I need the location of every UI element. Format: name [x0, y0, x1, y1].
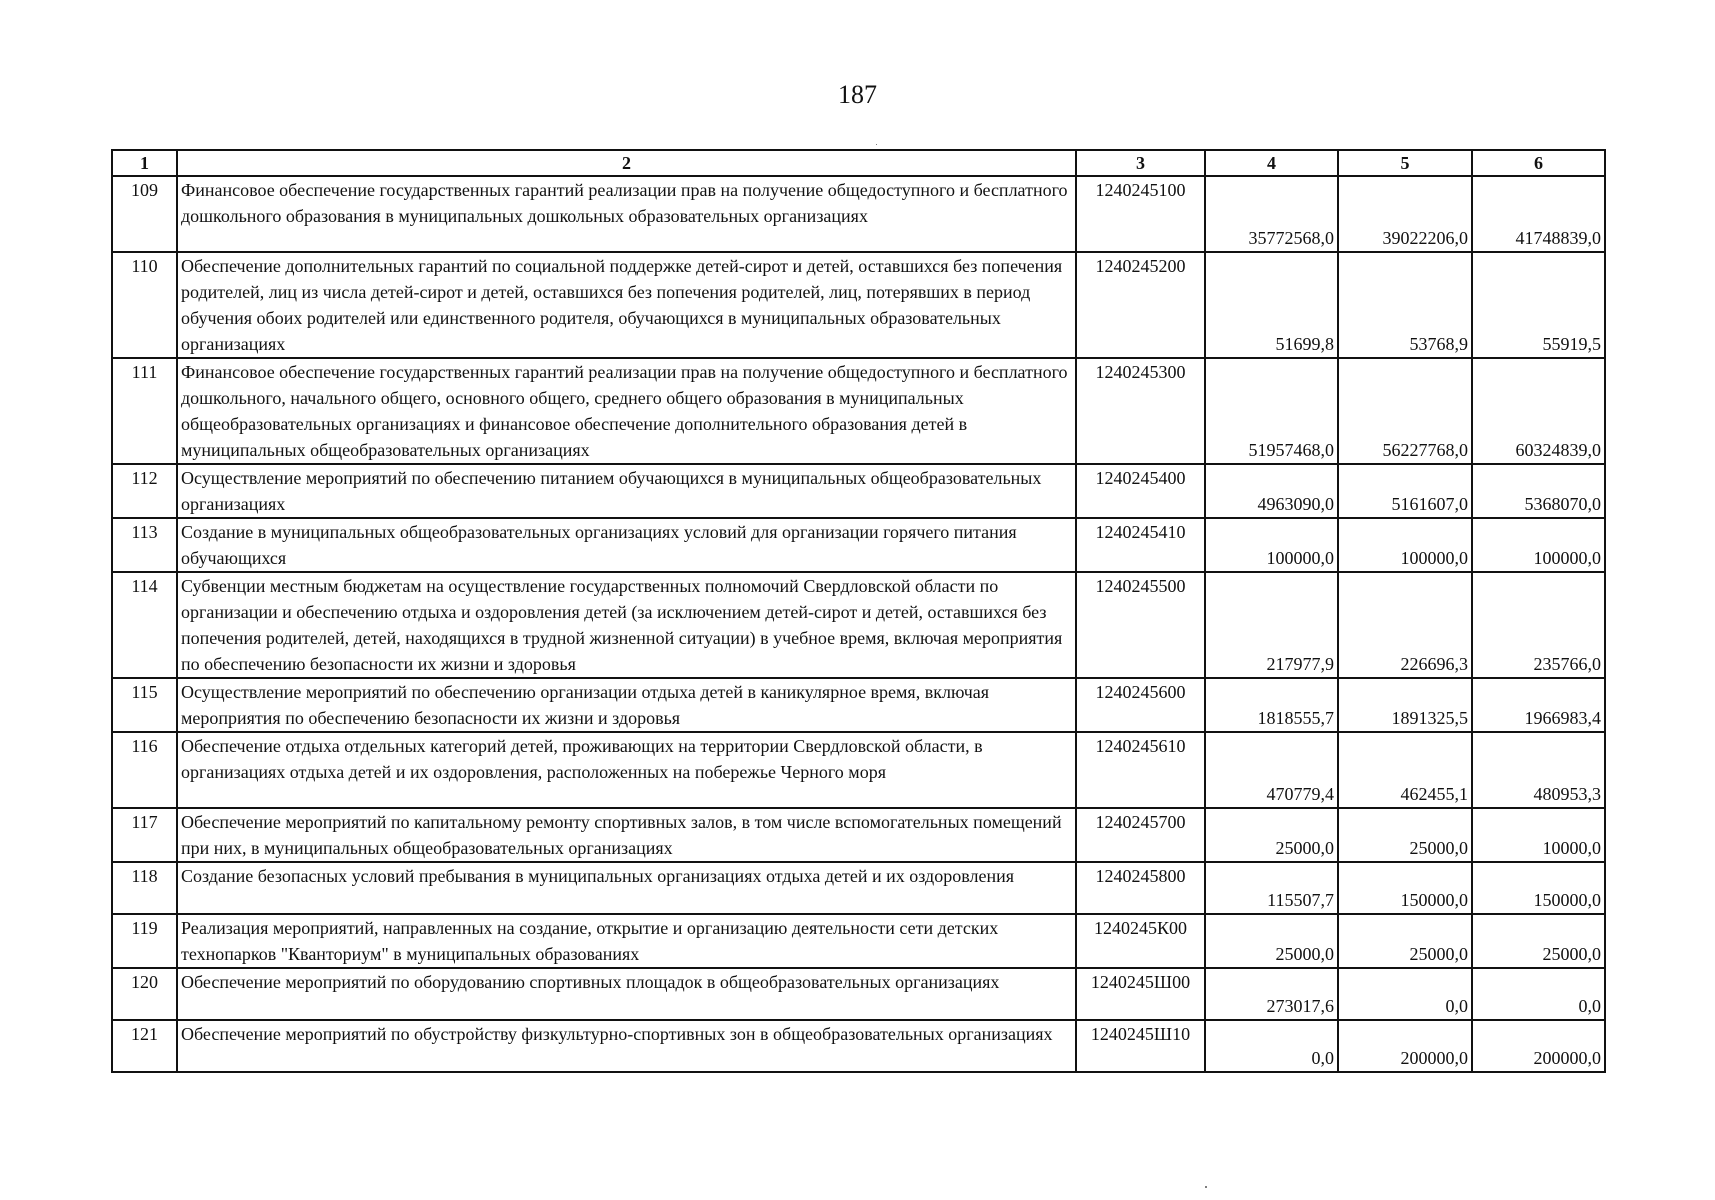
table-row — [112, 1020, 1605, 1072]
row-code-cell: 1240245700 — [1076, 808, 1205, 862]
row-value-col5: 150000,0 — [1338, 862, 1472, 914]
row-value-col5: 39022206,0 — [1338, 176, 1472, 252]
row-value-col4: 25000,0 — [1205, 914, 1338, 968]
row-value-col5: 462455,1 — [1338, 732, 1472, 808]
row-value-col6: 41748839,0 — [1472, 176, 1605, 252]
row-value-col4: 273017,6 — [1205, 968, 1338, 1020]
row-value-col6: 55919,5 — [1472, 252, 1605, 358]
row-value-col4: 100000,0 — [1205, 518, 1338, 572]
row-code-cell: 1240245Ш00 — [1076, 968, 1205, 1020]
table-row — [112, 678, 1605, 732]
row-name-cell: Финансовое обеспечение государственных гарантий реализации прав на получение общедоступного и бесплатного дошкольного образования в муниципальных дошкольных образовательных организациях — [177, 176, 1076, 252]
row-value-col6: 200000,0 — [1472, 1020, 1605, 1072]
row-number-cell: 121 — [112, 1020, 177, 1072]
header-col-2: 2 — [177, 150, 1076, 176]
table-row — [112, 464, 1605, 518]
row-value-col5: 226696,3 — [1338, 572, 1472, 678]
row-value-col5: 0,0 — [1338, 968, 1472, 1020]
row-value-col5: 200000,0 — [1338, 1020, 1472, 1072]
row-value-col4: 0,0 — [1205, 1020, 1338, 1072]
row-number-cell: 118 — [112, 862, 177, 914]
row-value-col5: 53768,9 — [1338, 252, 1472, 358]
table-body — [112, 176, 1605, 1072]
row-value-col5: 1891325,5 — [1338, 678, 1472, 732]
table-row — [112, 358, 1605, 464]
row-code-cell: 1240245600 — [1076, 678, 1205, 732]
row-number-cell: 112 — [112, 464, 177, 518]
row-number-cell: 109 — [112, 176, 177, 252]
row-value-col6: 60324839,0 — [1472, 358, 1605, 464]
row-code-cell: 1240245800 — [1076, 862, 1205, 914]
row-value-col6: 480953,3 — [1472, 732, 1605, 808]
budget-table — [111, 149, 1606, 1073]
row-code-cell: 1240245610 — [1076, 732, 1205, 808]
row-value-col4: 51957468,0 — [1205, 358, 1338, 464]
header-col-3: 3 — [1076, 150, 1205, 176]
row-code-cell: 1240245100 — [1076, 176, 1205, 252]
row-number-cell: 117 — [112, 808, 177, 862]
header-row — [112, 150, 1605, 176]
row-number-cell: 116 — [112, 732, 177, 808]
table-row — [112, 914, 1605, 968]
table-row — [112, 252, 1605, 358]
row-value-col4: 25000,0 — [1205, 808, 1338, 862]
row-code-cell: 1240245300 — [1076, 358, 1205, 464]
row-name-cell: Создание в муниципальных общеобразовательных организациях условий для организации горячего питания обучающихся — [177, 518, 1076, 572]
row-code-cell: 1240245200 — [1076, 252, 1205, 358]
row-value-col6: 5368070,0 — [1472, 464, 1605, 518]
row-value-col5: 100000,0 — [1338, 518, 1472, 572]
table-row — [112, 176, 1605, 252]
header-col-6: 6 — [1472, 150, 1605, 176]
row-number-cell: 113 — [112, 518, 177, 572]
row-number-cell: 115 — [112, 678, 177, 732]
row-name-cell: Обеспечение мероприятий по обустройству физкультурно-спортивных зон в общеобразовательных организациях — [177, 1020, 1076, 1072]
row-number-cell: 119 — [112, 914, 177, 968]
row-name-cell: Создание безопасных условий пребывания в муниципальных организациях отдыха детей и их оздоровления — [177, 862, 1076, 914]
table-row — [112, 862, 1605, 914]
row-value-col6: 10000,0 — [1472, 808, 1605, 862]
row-value-col5: 25000,0 — [1338, 914, 1472, 968]
row-number-cell: 111 — [112, 358, 177, 464]
row-name-cell: Финансовое обеспечение государственных гарантий реализации прав на получение общедоступного и бесплатного дошкольного, начального общего, основного общего, среднего общего образования в муниципальных общеобразовательных организациях и финансовое обеспечение дополнительного образования детей в муниципальных общеобразовательных организациях — [177, 358, 1076, 464]
row-value-col6: 0,0 — [1472, 968, 1605, 1020]
row-value-col6: 100000,0 — [1472, 518, 1605, 572]
row-name-cell: Субвенции местным бюджетам на осуществление государственных полномочий Свердловской области по организации и обеспечению отдыха и оздоровления детей (за исключением детей-сирот и детей, оставшихся без попечения родителей, детей, находящихся в трудной жизненной ситуации) в учебное время, включая мероприятия по обеспечению безопасности их жизни и здоровья — [177, 572, 1076, 678]
header-col-4: 4 — [1205, 150, 1338, 176]
row-name-cell: Реализация мероприятий, направленных на создание, открытие и организацию деятельности сети детских технопарков "Кванториум" в муниципальных образованиях — [177, 914, 1076, 968]
row-code-cell: 1240245500 — [1076, 572, 1205, 678]
row-value-col5: 56227768,0 — [1338, 358, 1472, 464]
row-value-col6: 25000,0 — [1472, 914, 1605, 968]
row-name-cell: Обеспечение мероприятий по оборудованию спортивных площадок в общеобразовательных организациях — [177, 968, 1076, 1020]
header-col-1: 1 — [112, 150, 177, 176]
row-value-col4: 217977,9 — [1205, 572, 1338, 678]
scan-speck — [1205, 1186, 1207, 1188]
row-value-col5: 5161607,0 — [1338, 464, 1472, 518]
table-row — [112, 518, 1605, 572]
row-value-col6: 235766,0 — [1472, 572, 1605, 678]
row-value-col4: 470779,4 — [1205, 732, 1338, 808]
row-name-cell: Обеспечение мероприятий по капитальному ремонту спортивных залов, в том числе вспомогательных помещений при них, в муниципальных общеобразовательных организациях — [177, 808, 1076, 862]
row-name-cell: Осуществление мероприятий по обеспечению питанием обучающихся в муниципальных общеобразовательных организациях — [177, 464, 1076, 518]
row-number-cell: 114 — [112, 572, 177, 678]
row-value-col4: 1818555,7 — [1205, 678, 1338, 732]
row-value-col6: 1966983,4 — [1472, 678, 1605, 732]
row-value-col4: 115507,7 — [1205, 862, 1338, 914]
page-number: 187 — [838, 80, 877, 109]
row-code-cell: 1240245400 — [1076, 464, 1205, 518]
row-value-col4: 35772568,0 — [1205, 176, 1338, 252]
table-row — [112, 732, 1605, 808]
row-value-col4: 51699,8 — [1205, 252, 1338, 358]
table-row — [112, 808, 1605, 862]
table-row — [112, 968, 1605, 1020]
row-number-cell: 110 — [112, 252, 177, 358]
row-name-cell: Обеспечение дополнительных гарантий по социальной поддержке детей-сирот и детей, оставшихся без попечения родителей, лиц из числа детей-сирот и детей, оставшихся без попечения родителей, лиц, потерявших в период обучения обоих родителей или единственного родителя, обучающихся в муниципальных образовательных организациях — [177, 252, 1076, 358]
row-code-cell: 1240245410 — [1076, 518, 1205, 572]
table-header — [112, 150, 1605, 176]
row-code-cell: 1240245Ш10 — [1076, 1020, 1205, 1072]
row-value-col5: 25000,0 — [1338, 808, 1472, 862]
row-number-cell: 120 — [112, 968, 177, 1020]
row-name-cell: Осуществление мероприятий по обеспечению организации отдыха детей в каникулярное время, включая мероприятия по обеспечению безопасности их жизни и здоровья — [177, 678, 1076, 732]
row-code-cell: 1240245К00 — [1076, 914, 1205, 968]
row-value-col4: 4963090,0 — [1205, 464, 1338, 518]
header-col-5: 5 — [1338, 150, 1472, 176]
row-name-cell: Обеспечение отдыха отдельных категорий детей, проживающих на территории Свердловской области, в организациях отдыха детей и их оздоровления, расположенных на побережье Черного моря — [177, 732, 1076, 808]
table-row — [112, 572, 1605, 678]
scan-speck — [876, 144, 877, 145]
row-value-col6: 150000,0 — [1472, 862, 1605, 914]
